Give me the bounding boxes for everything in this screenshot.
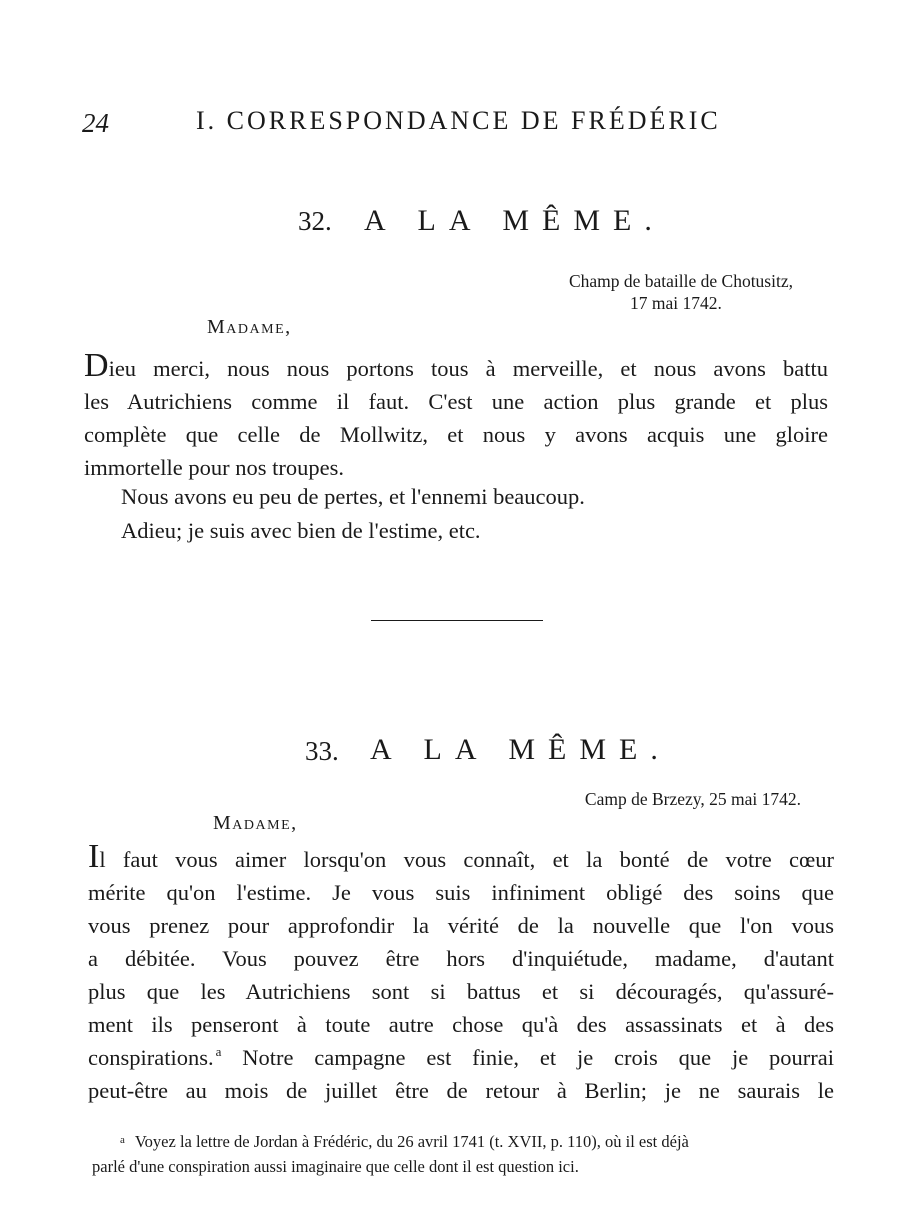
letter-33-dateline: Camp de Brzezy, 25 mai 1742. (584, 789, 801, 809)
text-line: Dieu merci, nous nous portons tous à merveille, et nous avons battu (84, 347, 828, 384)
letter-32-number: 32. (298, 206, 332, 236)
letter-33-salutation: Madame, (213, 812, 298, 834)
letter-32-paragraph-1 (84, 347, 828, 484)
page-number: 24 (82, 108, 109, 138)
text-line: vous prenez pour approfondir la vérité de la nouvelle que l'on vous (88, 913, 834, 938)
footnote-line: parlé d'une conspiration aussi imaginaire que celle dont il est question ici. (92, 1157, 579, 1176)
text-line: conspirations. $^a$ Notre campagne est finie, et je crois que je pourrai (88, 1044, 835, 1070)
footnote-mark: a (120, 1134, 125, 1146)
text-line: a débitée. Vous pouvez être hors d'inquiétude, madame, d'autant (88, 946, 834, 971)
running-head: I. CORRESPONDANCE DE FRÉDÉRIC (196, 106, 721, 135)
letter-32-closing: Adieu; je suis avec bien de l'estime, etc. (121, 518, 481, 543)
text-line: peut-être au mois de juillet être de retour à Berlin; je ne saurais le (88, 1078, 834, 1103)
text-line: complète que celle de Mollwitz, et nous y avons acquis une gloire (84, 422, 828, 447)
footnote-line: $^a$ Voyez la lettre de Jordan à Frédéric, du 26 avril 1741 (t. XVII, p. 110), où il est déjà (120, 1132, 689, 1151)
letter-33-number: 33. (305, 736, 339, 766)
letter-33-paragraph (88, 838, 835, 1107)
letter-32-title: A LA MÊME. (364, 204, 665, 237)
text-line: Il faut vous aimer lorsqu'on vous connaît, et la bonté de votre cœur (88, 838, 834, 875)
section-separator (371, 620, 543, 621)
letter-32-paragraph-2: Nous avons eu peu de pertes, et l'ennemi beaucoup. (121, 484, 585, 509)
text-line: ment ils penseront à toute autre chose qu'à des assassinats et à des (88, 1012, 834, 1037)
drop-cap: D (84, 347, 109, 384)
letter-32-date: 17 mai 1742. (630, 293, 722, 313)
letter-33-title: A LA MÊME. (370, 733, 671, 766)
text-line: immortelle pour nos troupes. (84, 455, 344, 480)
text-line: mérite qu'on l'estime. Je vous suis infiniment obligé des soins que (88, 880, 834, 905)
footnote-reference[interactable]: a (215, 1044, 222, 1059)
text-line: les Autrichiens comme il faut. C'est une action plus grande et plus (84, 389, 828, 414)
letter-32-place: Champ de bataille de Chotusitz, (568, 271, 793, 291)
footnote (92, 1128, 838, 1179)
text-line: plus que les Autrichiens sont si battus et si découragés, qu'assuré- (88, 979, 834, 1004)
drop-cap: I (88, 838, 100, 875)
letter-32-salutation: Madame, (207, 316, 292, 338)
